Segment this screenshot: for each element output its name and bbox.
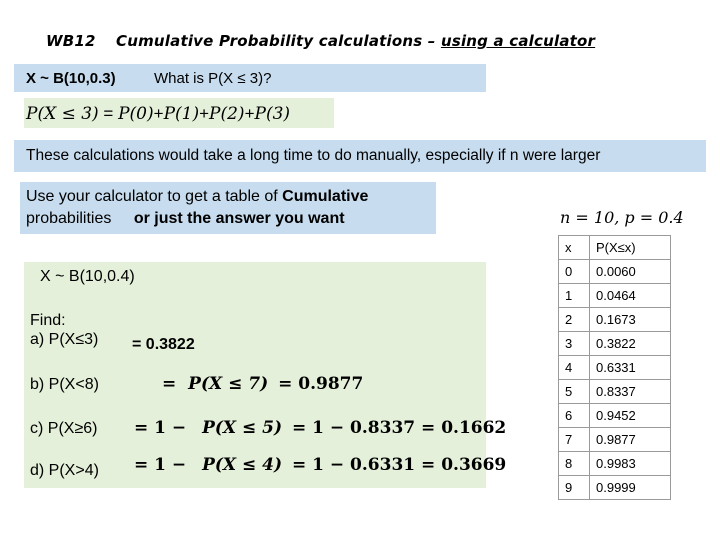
- table-row: [559, 404, 671, 428]
- part-c-eq: = 1 − 0.8337 = 0.1662: [291, 418, 507, 438]
- table-header-p: P(X≤x): [590, 236, 671, 260]
- instruction-text: probabilities: [26, 210, 112, 227]
- table-cell-p: 0.9999: [590, 476, 671, 500]
- instruction-bold: Cumulative: [282, 188, 369, 205]
- find-label: Find:: [30, 312, 66, 329]
- table-cell-x: 5: [559, 380, 590, 404]
- table-cell-x: 8: [559, 452, 590, 476]
- part-d-expr: P(X ≤ 4): [202, 455, 283, 475]
- table-header-x: x: [559, 236, 590, 260]
- formula-plus: +: [244, 104, 255, 123]
- table-row: [559, 356, 671, 380]
- instruction-bold: or just the answer you want: [133, 210, 345, 227]
- instruction-line-1: [26, 188, 368, 206]
- table-cell-p: 0.9877: [590, 428, 671, 452]
- formula-term: P(0): [118, 104, 154, 124]
- table-header-row: [559, 236, 671, 260]
- table-row: [559, 380, 671, 404]
- table-cell-x: 3: [559, 332, 590, 356]
- part-c-expr: P(X ≤ 5): [202, 418, 283, 438]
- formula-plus: +: [199, 104, 210, 123]
- part-a-answer: = 0.3822: [132, 336, 195, 353]
- question-distribution: X ~ B(10,0.3): [26, 70, 116, 87]
- part-b-eq: =: [278, 374, 293, 394]
- formula-term: P(3): [254, 104, 291, 124]
- table-row: [559, 308, 671, 332]
- table-row: [559, 452, 671, 476]
- part-b-result: 0.9877: [298, 374, 364, 394]
- formula-plus: +: [153, 104, 164, 123]
- formula-equals: =: [103, 104, 114, 123]
- table-cell-x: 7: [559, 428, 590, 452]
- part-c-label: c) P(X≥6): [30, 420, 98, 437]
- table-row: [559, 428, 671, 452]
- table-row: [559, 332, 671, 356]
- part-c-eq: = 1 −: [134, 418, 187, 438]
- worksheet-code: WB12: [46, 32, 96, 50]
- formula-term: P(1): [163, 104, 200, 124]
- page-title: [116, 32, 595, 50]
- table-cell-x: 9: [559, 476, 590, 500]
- table-cell-x: 4: [559, 356, 590, 380]
- part-d-eq: = 1 − 0.6331 = 0.3669: [291, 455, 507, 475]
- title-main: Cumulative Probability calculations –: [116, 32, 441, 50]
- table-row: [559, 284, 671, 308]
- table-row: [559, 476, 671, 500]
- table-cell-p: 0.0464: [590, 284, 671, 308]
- table-cell-p: 0.8337: [590, 380, 671, 404]
- table-row: [559, 260, 671, 284]
- part-b-solution: [162, 374, 363, 394]
- table-cell-p: 0.9452: [590, 404, 671, 428]
- table-cell-p: 0.6331: [590, 356, 671, 380]
- part-d-solution: [134, 455, 506, 475]
- note-text: These calculations would take a long time to do manually, especially if n were larger: [26, 147, 601, 164]
- formula: [26, 104, 290, 124]
- table-cell-p: 0.0060: [590, 260, 671, 284]
- instruction-line-2: [26, 210, 345, 228]
- table-cell-x: 6: [559, 404, 590, 428]
- part-b-expr: P(X ≤ 7): [188, 374, 269, 394]
- example-distribution: X ~ B(10,0.4): [40, 268, 135, 285]
- instruction-box: [20, 182, 436, 234]
- part-a-label: a) P(X≤3): [30, 331, 99, 348]
- question-prompt: What is P(X ≤ 3)?: [154, 70, 272, 87]
- instruction-text: Use your calculator to get a table of: [26, 188, 283, 205]
- part-b-label: b) P(X<8): [30, 376, 99, 393]
- table-cell-p: 0.3822: [590, 332, 671, 356]
- part-c-solution: [134, 418, 506, 438]
- note-box: [14, 140, 706, 172]
- part-d-eq: = 1 −: [134, 455, 187, 475]
- table-cell-x: 0: [559, 260, 590, 284]
- formula-lhs: P(X ≤ 3): [26, 104, 99, 124]
- table-cell-p: 0.9983: [590, 452, 671, 476]
- table-cell-p: 0.1673: [590, 308, 671, 332]
- part-b-eq: =: [162, 374, 177, 394]
- table-cell-x: 2: [559, 308, 590, 332]
- table-cell-x: 1: [559, 284, 590, 308]
- cumulative-table-wrap: [558, 235, 671, 500]
- distribution-params: n = 10, p = 0.4: [560, 208, 684, 227]
- formula-term: P(2): [209, 104, 245, 124]
- question-box: [14, 64, 486, 92]
- cumulative-table: [558, 235, 671, 500]
- part-d-label: d) P(X>4): [30, 462, 99, 479]
- title-underlined: using a calculator: [440, 32, 596, 50]
